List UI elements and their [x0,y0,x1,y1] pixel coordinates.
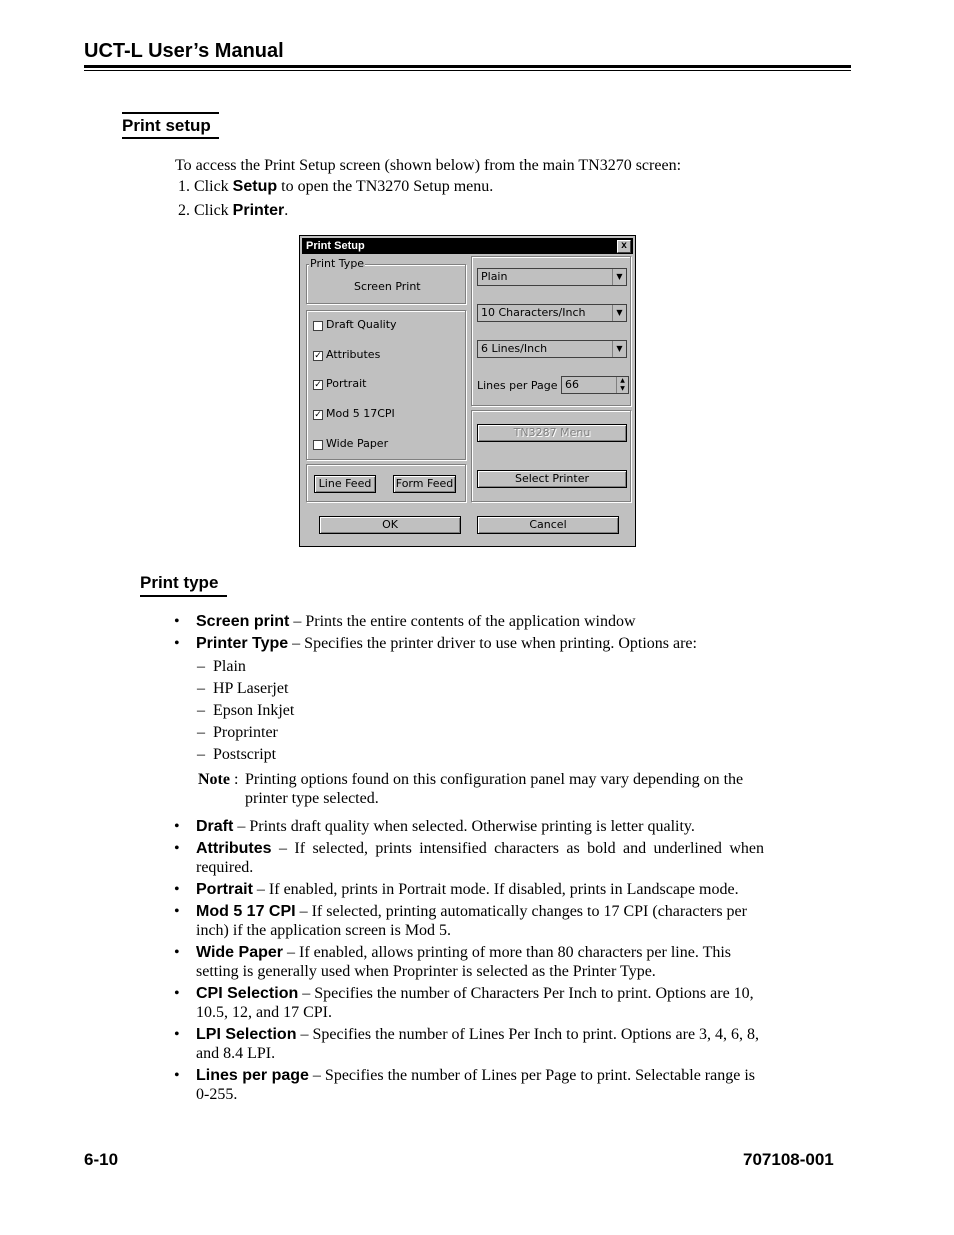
printer-options-list [197,656,294,766]
wide-paper-checkbox[interactable] [313,440,323,450]
list-item: – Proprinter [197,724,278,741]
list-item: • Mod 5 17 CPI – If selected, printing automatically changes to 17 CPI (characters per inch) if the application screen is Mod 5. [174,903,747,939]
cpi-select[interactable]: 10 Characters/Inch ▼ [477,304,627,322]
heading-underline [140,595,227,597]
chevron-down-icon: ▼ [612,305,626,321]
portrait-label: Portrait [326,377,367,390]
lines-per-page-label: Lines per Page [477,379,558,392]
list-item: • Screen print – Prints the entire contents of the application window [174,613,636,630]
manual-title: UCT-L User’s Manual [84,40,284,62]
tn3287-menu-button[interactable]: TN3287 Menu [477,424,627,442]
draft-quality-checkbox[interactable] [313,321,323,331]
print-type-legend: Print Type [310,257,365,270]
spinner-arrows-icon[interactable]: ▲ ▼ [616,377,628,393]
lpi-select[interactable]: 6 Lines/Inch ▼ [477,340,627,358]
list-item: • Portrait – If enabled, prints in Portrait mode. If disabled, prints in Landscape mode. [174,881,739,898]
form-feed-button[interactable]: Form Feed [393,475,456,493]
list-item: • Lines per page – Specifies the number of Lines per Page to print. Selectable range is 0-255. [174,1067,756,1103]
dialog-titlebar [302,238,633,254]
list-item: • Printer Type – Specifies the printer driver to use when printing. Options are: [174,635,697,652]
printer-type-select[interactable]: Plain ▼ [477,268,627,286]
header-rule [84,65,851,68]
intro-paragraph: To access the Print Setup screen (shown below) from the main TN3270 screen: [175,157,682,174]
note-text: Printing options found on this configuration panel may vary depending on the printer type selected. [245,771,744,807]
list-item: • Draft – Prints draft quality when selected. Otherwise printing is letter quality. [174,818,695,835]
dialog-title: Print Setup [306,240,365,252]
cancel-button[interactable]: Cancel [477,516,619,534]
document-number: 707108-001 [743,1150,834,1169]
line-feed-button[interactable]: Line Feed [314,475,376,493]
list-item: – Postscript [197,746,277,763]
mod5-label: Mod 5 17CPI [326,407,395,420]
close-icon[interactable]: x [617,240,631,253]
chevron-down-icon: ▼ [612,341,626,357]
attributes-checkbox[interactable]: ✓ [314,351,322,361]
chevron-down-icon: ▼ [612,269,626,285]
draft-quality-label: Draft Quality [326,318,397,331]
mod5-checkbox[interactable]: ✓ [314,410,322,420]
list-item: – Plain [197,658,246,675]
list-item: • Wide Paper – If enabled, allows printing of more than 80 characters per line. This setting is generally used when Proprinter is selected as the Printer Type. [174,944,732,980]
step-2: 2. Click Printer. [178,202,289,219]
bullet-list-1 [174,612,764,654]
attributes-label: Attributes [326,348,381,361]
portrait-checkbox[interactable]: ✓ [314,380,322,390]
list-item: • LPI Selection – Specifies the number of Lines Per Inch to print. Options are 3, 4, 6, 8, and 8.4 LPI. [174,1026,760,1062]
page-number: 6-10 [84,1150,119,1169]
lines-per-page-spinner[interactable]: 66 ▲ ▼ [561,376,629,394]
screen-print-option[interactable]: Screen Print [354,280,421,293]
header-rule-thin [84,70,851,71]
note-label: Note [198,771,230,788]
select-printer-button[interactable]: Select Printer [477,470,627,488]
bullet-list-2 [174,817,764,1104]
wide-paper-label: Wide Paper [326,437,389,450]
print-type-heading: Print type [140,573,219,592]
note: Note : Printing options found on this configuration panel may vary depending on the printer type selected. [198,771,744,807]
list-item: • CPI Selection – Specifies the number of Characters Per Inch to print. Options are 10, 10.5, 12, and 17 CPI. [174,985,754,1021]
ok-button[interactable]: OK [319,516,461,534]
list-item: – Epson Inkjet [197,702,295,719]
heading-underline [122,137,219,139]
print-setup-dialog [299,235,636,547]
print-setup-heading: Print setup [122,116,211,135]
heading-overline [122,112,219,114]
step-1: 1. Click Setup to open the TN3270 Setup menu. [178,178,494,195]
list-item: – HP Laserjet [197,680,289,697]
list-item: • Attributes – If selected, prints intensified characters as bold and underlined when required. [174,840,764,876]
